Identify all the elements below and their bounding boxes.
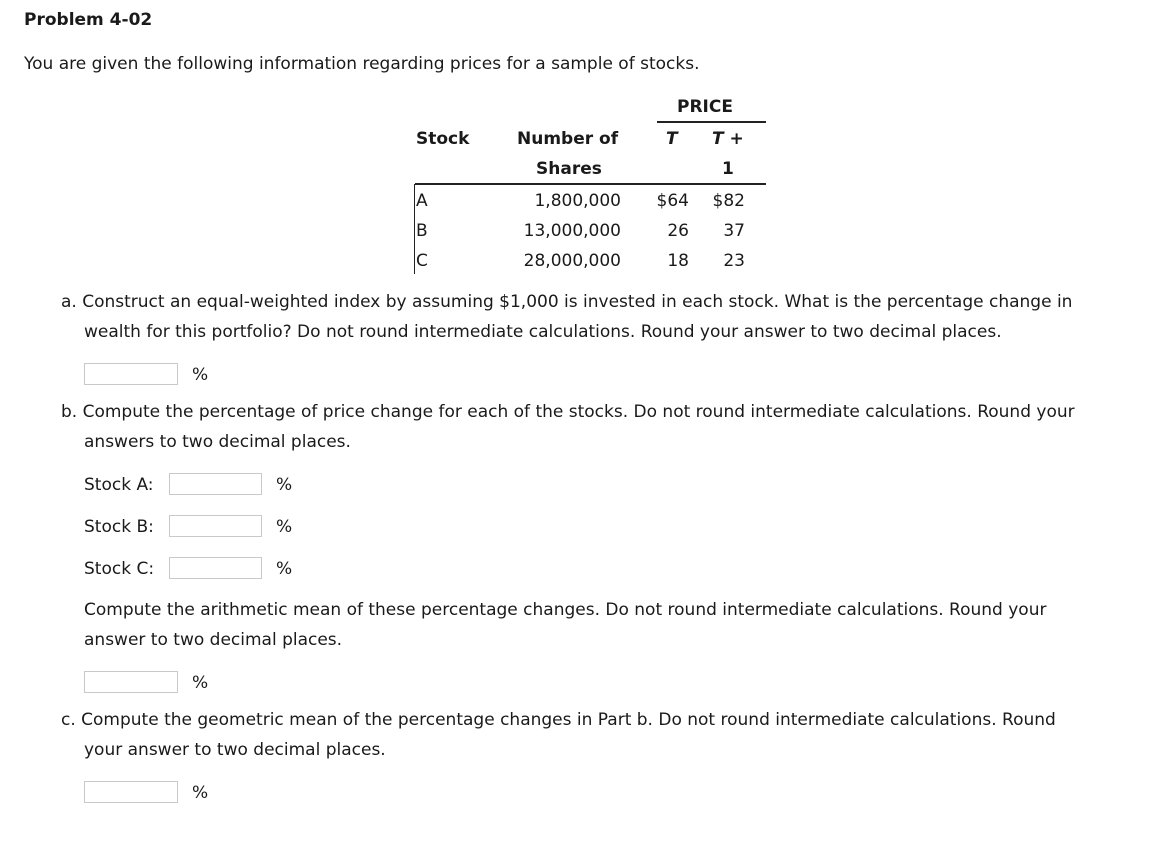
part-b-question-line1: b. Compute the percentage of price change for each of the stocks. Do not round intermediate calculations. Round your [61,402,1075,422]
price-header-rule [657,121,766,123]
stock-c-answer-input[interactable] [169,557,262,579]
shares-header-line2: Shares [536,159,602,179]
row-b-price-t: 26 [667,221,689,241]
stock-c-label: Stock C: [84,559,155,579]
part-c-percent-unit: % [192,783,209,803]
t-header: T [666,129,678,149]
shares-header-line1: Number of [517,129,619,149]
row-a-price-t: $64 [656,191,689,211]
table-left-rule [414,184,415,274]
t1-header-line1: T + [712,129,744,149]
row-c-stock: C [416,251,428,271]
problem-intro: You are given the following information regarding prices for a sample of stocks. [24,54,700,74]
stock-header: Stock [416,129,470,149]
stock-b-label: Stock B: [84,517,154,537]
arithmetic-mean-question-line1: Compute the arithmetic mean of these percentage changes. Do not round intermediate calculations. Round your [84,600,1047,620]
row-a-stock: A [416,191,428,211]
row-c-price-t1: 23 [723,251,745,271]
part-c-question-line1: c. Compute the geometric mean of the percentage changes in Part b. Do not round intermediate calculations. Round [61,710,1056,730]
stock-b-answer-input[interactable] [169,515,262,537]
stock-a-label: Stock A: [84,475,154,495]
stock-a-percent-unit: % [276,475,293,495]
row-b-shares: 13,000,000 [523,221,621,241]
part-a-percent-unit: % [192,365,209,385]
t1-header-line2: 1 [722,159,734,179]
arithmetic-mean-answer-input[interactable] [84,671,178,693]
part-b-question-line2: answers to two decimal places. [84,432,351,452]
row-a-shares: 1,800,000 [534,191,621,211]
part-a-answer-input[interactable] [84,363,178,385]
part-c-question-line2: your answer to two decimal places. [84,740,386,760]
arithmetic-mean-percent-unit: % [192,673,209,693]
problem-title: Problem 4-02 [24,10,153,30]
part-a-question-line1: a. Construct an equal-weighted index by assuming $1,000 is invested in each stock. What is the percentage change in [61,292,1073,312]
row-c-shares: 28,000,000 [523,251,621,271]
part-a-question-line2: wealth for this portfolio? Do not round intermediate calculations. Round your answer to two decimal places. [84,322,1002,342]
row-b-price-t1: 37 [723,221,745,241]
part-c-answer-input[interactable] [84,781,178,803]
stock-b-percent-unit: % [276,517,293,537]
stock-a-answer-input[interactable] [169,473,262,495]
row-c-price-t: 18 [667,251,689,271]
price-header: PRICE [677,97,733,117]
table-header-rule [415,183,766,185]
arithmetic-mean-question-line2: answer to two decimal places. [84,630,343,650]
row-b-stock: B [416,221,428,241]
row-a-price-t1: $82 [712,191,745,211]
stock-c-percent-unit: % [276,559,293,579]
